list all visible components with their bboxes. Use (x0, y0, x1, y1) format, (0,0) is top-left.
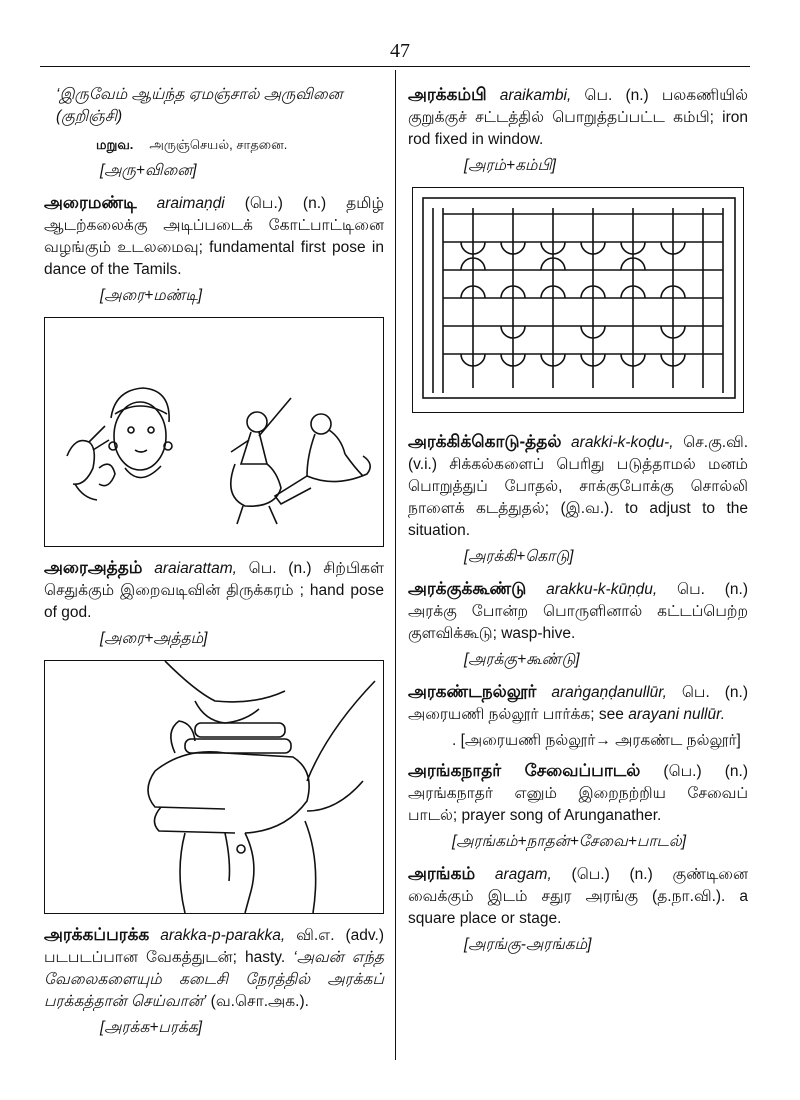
see-also: arayani nullūr. (628, 706, 726, 723)
transliteration: arakki-k-koḍu-, (571, 434, 674, 451)
transliteration: aragam, (494, 866, 552, 883)
window-grill-illustration (413, 188, 743, 412)
transliteration: arakku-k-kūṇḍu, (546, 581, 658, 598)
headword: அரக்குக்கூண்டு (408, 579, 527, 598)
usage-quote: ‘அவன் எந்த வேலைகளையும் கடைசி நேரத்தில் அரக்கப் பரக்கத்தான் செய்வான்’ (44, 949, 385, 1010)
synonym-line (44, 134, 384, 156)
hand-illustration (45, 661, 383, 913)
page-number: 47 (390, 40, 410, 62)
entry-araimandi (44, 192, 384, 281)
quote-line: ‘இருவேம் ஆய்ந்த ஏமஞ்சால் அருவினை (56, 86, 343, 103)
etymology: [அரக்கி+கொடு] (464, 548, 574, 565)
headword: அரங்கநாதர் சேவைப்பாடல் (408, 761, 641, 780)
transliteration: araikambi, (499, 87, 572, 104)
headword: அரகண்டநல்லூர் (408, 682, 537, 701)
entry-araiarattam (44, 557, 384, 624)
quote-source: (குறிஞ்சி) (56, 108, 123, 125)
headword: அரக்கிக்கொடு-த்தல் (408, 432, 562, 451)
top-rule (40, 66, 750, 67)
definition: பெ. (n.) சிற்பிகள் செதுக்கும் இறைவடிவின் திருக்கரம் ; hand pose of god. (44, 560, 384, 621)
entry-arakkukkundu (408, 578, 748, 645)
definition: (பெ.) (n.) குண்டினை வைக்கும் இடம் சதுர அரங்கு (த.நா.வி.). a square place or stage. (408, 866, 748, 927)
column-divider (395, 70, 396, 1060)
headword: அரக்கப்பரக்க (44, 925, 150, 944)
entry-arakkapparakka (44, 924, 384, 1013)
definition: (பெ.) (n.) தமிழ் ஆடற்கலைக்கு அடிப்படைக் கோட்பாட்டினை வழங்கும் உடலமைவு; fundamental first pose in dance of the Tamils. (44, 195, 385, 278)
window-grill-figure (412, 187, 744, 413)
etymology: . [அரையணி நல்லூர்→ அரகண்ட நல்லூர்] (452, 732, 741, 749)
headword: அரைஅத்தம் (44, 558, 143, 577)
definition: பெ. (n.) அரையணி நல்லூர் பார்க்க; see (408, 684, 748, 723)
etymology: [அரம்+கம்பி] (464, 157, 556, 174)
transliteration: arakka-p-parakka, (160, 927, 286, 944)
definition: பெ. (n.) அரக்கு போன்ற பொருளினால் கட்டப்பெற்ற குளவிக்கூடு; wasp-hive. (408, 581, 748, 642)
definition: செ.கு.வி. (v.i.) சிக்கல்களைப் பெரிது படுத்தாமல் மனம் பொறுத்துப் போதல், சாக்குபோக்கு சொல்லி நாளைக் கடத்துதல்; (இ.வ.). to adjust to the situation. (408, 434, 749, 539)
usage-source: (வ.சொ.அக.). (210, 993, 309, 1010)
entry-aragandanallur (408, 681, 748, 726)
definition: பெ. (n.) பலகணியில் குறுக்குச் சட்டத்தில் பொறுத்தப்பட்ட கம்பி; iron rod fixed in window. (408, 87, 749, 148)
transliteration: araiarattam, (154, 560, 237, 577)
left-column (44, 84, 384, 1049)
definition: (பெ.) (n.) அரங்கநாதர் எனும் இறைநற்றிய சேவைப் பாடல்; prayer song of Arunganather. (408, 763, 748, 824)
dance-pose-figure (44, 317, 384, 547)
entry-arakkikkodu (408, 431, 748, 542)
hand-pose-figure (44, 660, 384, 914)
right-column (408, 84, 748, 966)
dance-illustration (45, 318, 383, 546)
entry-araikambi (408, 84, 748, 151)
definition: வி.எ. (adv.) படபடப்பான வேகத்துடன்; hasty. (44, 927, 384, 966)
transliteration: araṅgaṇḍanullūr, (551, 684, 667, 701)
etymology: [அரங்கு-அரங்கம்] (464, 936, 592, 953)
synonym-text: அருஞ்செயல், சாதனை. (149, 137, 288, 152)
etymology: [அரக்க+பரக்க] (100, 1019, 203, 1036)
headword: அரக்கம்பி (408, 85, 487, 104)
etymology: [அரு+வினை] (100, 162, 197, 179)
etymology: [அரை+அத்தம்] (100, 630, 208, 647)
transliteration: araimaṇḍi (156, 195, 225, 212)
etymology: [அரக்கு+கூண்டு] (464, 651, 580, 668)
headword: அரங்கம் (408, 864, 476, 883)
headword: அரைமண்டி (44, 193, 137, 212)
synonym-label: மறுவ. (96, 137, 134, 152)
entry-aranganathar-sevaippadal (408, 760, 748, 827)
etymology: [அரை+மண்டி] (100, 287, 203, 304)
entry-arangam (408, 863, 748, 930)
etymology: [அரங்கம்+நாதன்+சேவை+பாடல்] (452, 833, 687, 850)
